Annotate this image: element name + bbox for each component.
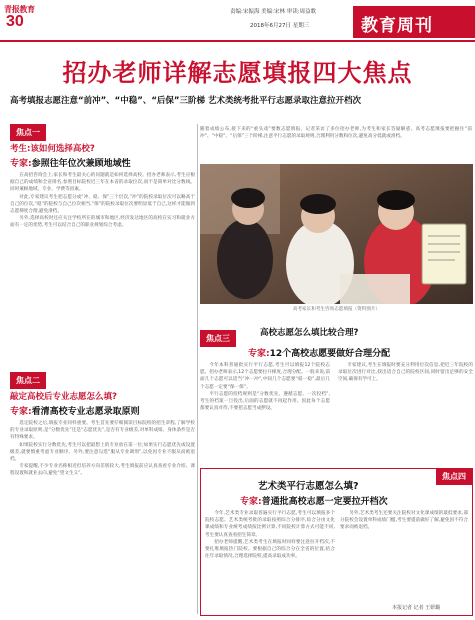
focus-4-tag: 焦点四 — [436, 468, 472, 485]
focus-1-paragraph: 在高招咨询会上,家长和考生最关心的问题就是如何选择高校。招办老师表示,考生应根据自己的成绩和全省排名,参照目标院校近三年在本省的录取位次,而不是简单对比分数线。同时兼顾地域、专业、学费等因素。 — [10, 173, 195, 193]
column-banner — [353, 6, 475, 38]
focus-2-body — [10, 420, 195, 610]
focus-3-paragraph: 平行志愿的投档规则是“分数优先、遵循志愿、一次投档”,考生的档案一旦投出,后面的志愿就不再起作用。因此每个志愿都要认真对待,不要把志愿当成摆设。 — [200, 391, 330, 412]
page-number: 30 — [6, 13, 24, 30]
focus-2-question: 敲定高校后专业志愿怎么填? — [10, 392, 117, 402]
focus-2-answer-label: 专家: — [10, 407, 32, 417]
masthead — [0, 0, 475, 42]
focus-2-paragraph: 专家提醒,不少专业名称相近但培养方向差别较大,考生填报前应认真查看专业介绍、课程设置和就业去向,避免“望文生义”。 — [10, 464, 195, 477]
focus-4-question: 艺术类平行志愿怎么填? — [258, 481, 359, 492]
focus-4-body-right — [340, 510, 468, 602]
focus-3-answer-label: 专家: — [248, 349, 270, 359]
author-byline: 本报记者 记者 王妍璐 — [392, 605, 441, 611]
focus-4-answer-text: 普通批高校志愿一定要拉开档次 — [261, 497, 388, 507]
column-divider — [197, 124, 198, 614]
column-title: 教育周刊 — [361, 16, 433, 36]
focus-2-answer — [10, 404, 140, 417]
focus-3-body-left — [200, 362, 330, 462]
editors-line: 责编:宋振海 美编:宋林 审读:周益歌 — [230, 9, 317, 15]
focus-3-answer — [248, 346, 390, 359]
page-headline: 招办老师详解志愿填报四大焦点 — [62, 59, 413, 87]
focus-2-tag: 焦点二 — [10, 372, 46, 389]
focus-1-paragraph: 另外,选择高校时还应关注学校所在的城市和地区,经济发达地区的高校在实习和就业方面有一定的优势,考生可以结合自己的职业规划综合考虑。 — [10, 216, 195, 229]
focus-2-paragraph: 选定院校之后,填报专业同样重要。考生首先要仔细阅读目标院校的招生章程,了解学校的专业录取原则,是“分数优先”还是“志愿优先”,是否有专业级差,对单科成绩、身体条件是否有特殊要求。 — [10, 421, 195, 441]
focus-2-paragraph: 如果院校实行分数优先,考生可以把最想上的专业放在第一位;如果实行志愿优先或设置级差,就要慎重考虑专业顺序。另外,要注意勾选“服从专业调剂”,以免因专业不服从而被退档。 — [10, 442, 195, 463]
newspaper-logo — [4, 4, 44, 30]
focus-3-paragraph: 专家建议,考生在填报时要充分利用位次信息,把近三年院校的录取位次进行对比,找出适合自己的院校区间,同时留出足够的安全空间,确保有学可上。 — [338, 363, 473, 383]
focus-3-paragraph: 今年本科普通批实行平行志愿,考生可以填报12个院校志愿。招办老师表示,12个志愿要拉开梯度,合理分配。一般来说,前面几个志愿可以适当“冲一冲”,中间几个志愿要“稳一稳”,最后几个志愿一定要“保一保”。 — [200, 363, 330, 390]
focus-3-tag: 焦点三 — [200, 330, 236, 347]
focus-3-body-right — [338, 362, 473, 462]
focus-4-paragraph: 今年,艺术类专业录取普遍实行平行志愿,考生可以填报多个院校志愿。艺术类统考批的录取按照综合分排序,综合分由文化课成绩和专业统考成绩按比例计算,不同院校计算方式可能不同,考生要认真查看招生简章。 — [205, 511, 335, 538]
focus-4-paragraph: 招办老师提醒,艺术类考生在填报时同样要注意拉开档次,不要扎堆填报热门院校。要根据自己的综合分在全省的位置,结合往年录取情况,合理选择院校,提高录取成功率。 — [205, 539, 335, 560]
focus-3-question: 高校志愿怎么填比较合理? — [260, 328, 359, 338]
focus-4-answer-label: 专家: — [240, 497, 262, 507]
top-rule — [0, 40, 475, 42]
photo-intro-text: 随着成绩公布,接下来的“重头戏”要数志愿填报。记者采访了多位招办老师,为考生和家长答疑解惑。高考志愿填报要把握住“前冲”、“中稳”、“后保”三个阶梯,注意平行志愿的录取规则,合理利用分数和位次,避免高分低就或滑档。 — [200, 127, 472, 139]
issue-date: 2018年6月27日 星期三 — [250, 23, 310, 29]
focus-1-paragraph: 对此,专家建议考生把志愿分成“冲、稳、保”三个层次,“冲”的院校录取位次可以略高于自己的位次,“稳”的院校与自己位次相当,“保”的院校录取位次要明显低于自己,这样才能做到志愿梯度合理,避免滑档。 — [10, 194, 195, 215]
focus-1-question: 考生:该如何选择高校? — [10, 144, 95, 154]
consultation-photo — [200, 164, 473, 304]
focus-2-answer-text: 看清高校专业志愿录取原则 — [31, 407, 140, 417]
focus-1-tag: 焦点一 — [10, 124, 46, 141]
photo-illustration — [200, 164, 473, 304]
focus-1-answer — [10, 156, 131, 169]
focus-4-answer — [240, 494, 388, 507]
focus-1-answer-label: 专家: — [10, 159, 32, 169]
focus-1-answer-text: 参照往年位次兼顾地域性 — [31, 159, 131, 169]
brand-name: 青报教育 — [4, 5, 35, 14]
focus-3-answer-text: 12个高校志愿要做好合理分配 — [269, 349, 391, 359]
page-subheadline: 高考填报志愿注意“前冲”、“中稳”、“后保”三阶梯 艺术类统考批平行志愿录取注意拉开档次 — [10, 96, 361, 106]
focus-4-paragraph: 另外,艺术类考生还要关注院校对文化课成绩的最低要求,部分院校会设置单科成绩门槛,考生要提前做好了解,避免因不符合要求而被退档。 — [340, 511, 468, 531]
focus-1-body — [10, 172, 195, 362]
photo-caption: 高考家长和考生咨询志愿填报（资料图片） — [292, 307, 381, 312]
focus-4-body-left — [205, 510, 335, 610]
